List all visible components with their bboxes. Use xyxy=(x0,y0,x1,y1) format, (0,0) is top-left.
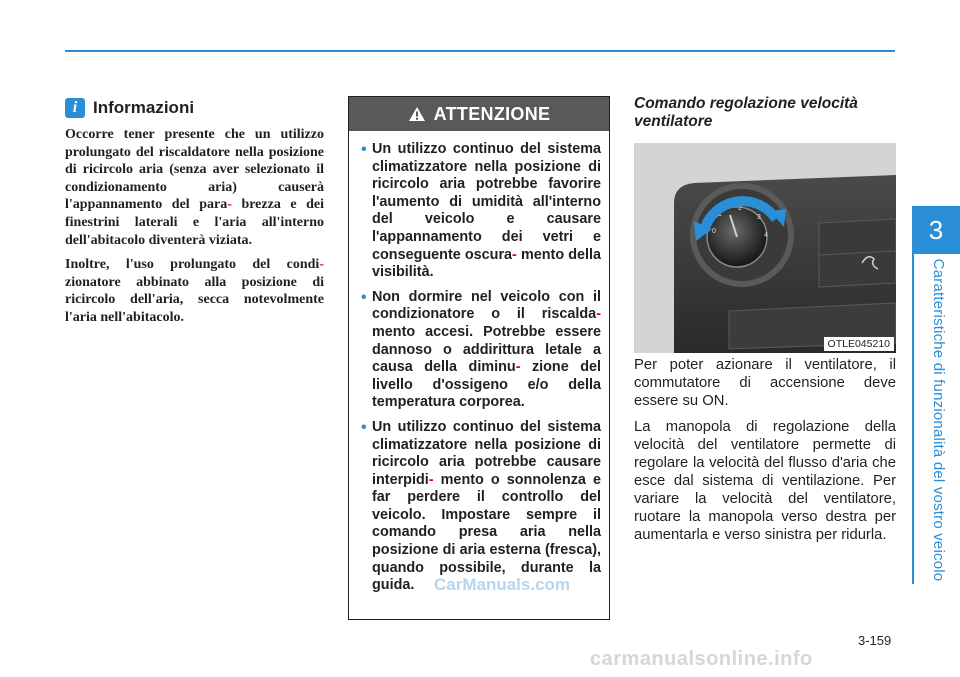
section-body xyxy=(634,356,896,552)
page-number: 3-159 xyxy=(858,633,892,648)
watermark-overlay: CarManuals.com xyxy=(434,575,571,594)
image-code: OTLE045210 xyxy=(824,337,894,351)
section-paragraph-1: Per poter azionare il ventilatore, il commutatore di accensione deve essere su ON. xyxy=(634,357,896,409)
warning-triangle-icon xyxy=(408,106,426,122)
dial-label: 3 xyxy=(757,214,761,221)
info-paragraph-1: Occorre tener presente che un utilizzo prolungato del riscaldatore nella posizione di ricircolo aria (senza aver selezionato il condizionamento aria) causerà l'appannamento del para- brezza e dei finestrini laterali e l'aria all'interno dell'abitacolo diventerà viziata. xyxy=(65,127,325,248)
dial-label: 0 xyxy=(712,228,716,235)
warning-item: • Un utilizzo continuo del sistema climatizzatore nella posizione di ricircolo aria potrebbe causare interpidi- mento o sonnolenza e far perdere il controllo del veicolo. Impostare sempre il comando presa aria nella posizione di aria esterna (fresca), quando possibile, durante la guida. xyxy=(361,418,601,594)
info-title: Informazioni xyxy=(93,98,195,117)
info-icon: i xyxy=(65,98,85,118)
dial-label: 4 xyxy=(764,232,768,239)
top-rule xyxy=(65,50,895,52)
chapter-number-tab: 3 xyxy=(912,206,960,254)
warning-item: • Non dormire nel veicolo con il condizionatore o il riscalda- mento accesi. Potrebbe essere dannoso o addirittura letale a causa della diminu- zione del livello d'ossigeno e/o della temperatura corporea. xyxy=(361,288,601,411)
info-paragraph-2: Inoltre, l'uso prolungato del condi- zionatore abbinato alla posizione di ricircolo dell'aria, secca notevolmente l'aria nell'abitacolo. xyxy=(65,257,324,325)
warning-title: ATTENZIONE xyxy=(433,103,551,124)
info-body xyxy=(65,126,324,334)
warning-header xyxy=(349,97,609,131)
dial-label: 1 xyxy=(718,211,722,218)
section-paragraph-2: La manopola di regolazione della velocità del ventilatore permette di regolare la velocità del flusso d'aria che esce dal sistema di ventilazione. Per variare la velocità del ventilatore, ruotare la manopola verso destra per aumentarla e verso sinistra per ridurla. xyxy=(634,419,896,543)
side-rule xyxy=(912,254,914,584)
warning-list xyxy=(349,131,609,595)
climate-panel-illustration xyxy=(634,143,896,353)
section-title: Comando regolazione velocità ventilatore xyxy=(634,95,858,130)
info-heading xyxy=(65,96,194,120)
warning-box xyxy=(348,96,610,620)
warning-item: • Un utilizzo continuo del sistema climatizzatore nella posizione di ricircolo aria potrebbe favorire l'aumento di umidità all'interno del veicolo e causare l'appannamento dei vetri e conseguente oscura- mento della visibilità. xyxy=(361,141,601,281)
fan-speed-control-photo xyxy=(634,143,896,353)
chapter-title-vertical: Caratteristiche di funzionalità del vostro veicolo xyxy=(930,258,947,582)
watermark: carmanualsonline.info xyxy=(590,648,813,670)
dial-label: 2 xyxy=(738,205,742,212)
